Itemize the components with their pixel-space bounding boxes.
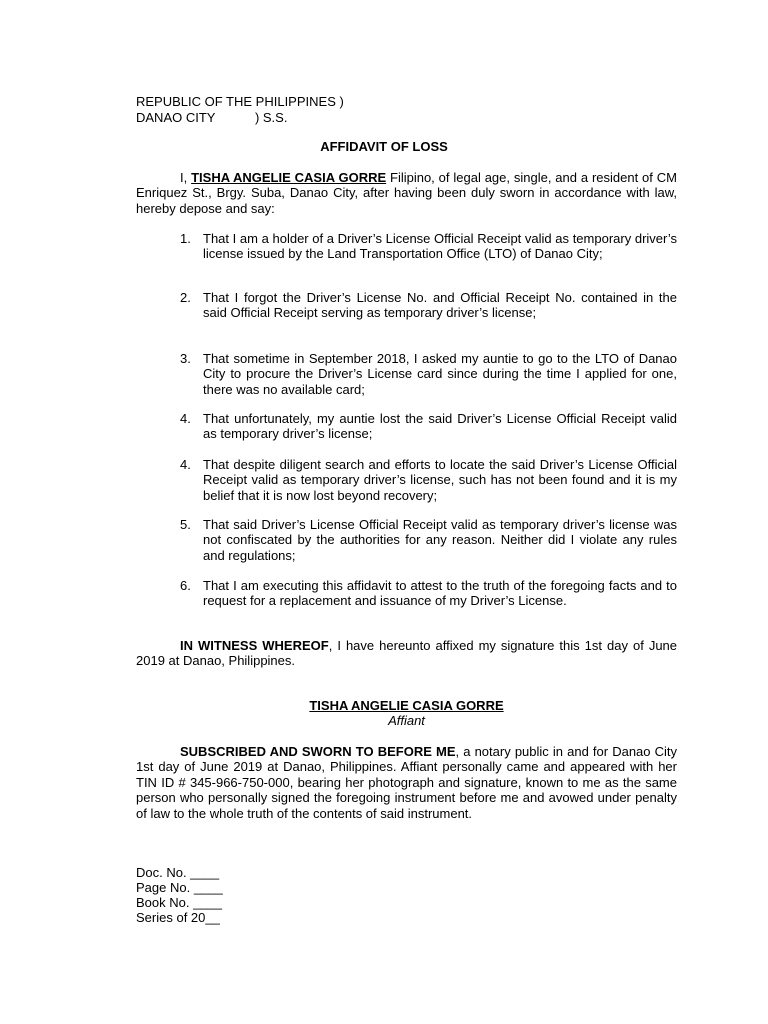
list-item (180, 578, 677, 609)
item-text: That despite diligent search and efforts to locate the said Driver’s License Official Receipt valid as temporary driver’s license, such has not been found and it is my belief that it is now lost beyond recovery; (203, 457, 677, 503)
list-item (180, 351, 677, 397)
item-text: That I am executing this affidavit to attest to the truth of the foregoing facts and to request for a replacement and issuance of my Driver’s License. (203, 578, 677, 609)
caption-republic: REPUBLIC OF THE PHILIPPINES ) (136, 94, 344, 109)
item-number: 2. (180, 290, 191, 305)
affiant-name-inline: TISHA ANGELIE CASIA GORRE (191, 170, 387, 185)
jurat-text: , a notary public in and for Danao City 1st day of June 2019 at Danao, Philippines. Affiant personally came and appeared with her TIN ID # 345-966-750-000, bearing her photograph and signature, known to me as the same person who personally signed the foregoing instrument before me and avowed under penalty of law to the whole truth of the contents of said instrument. (136, 744, 678, 821)
item-number: 1. (180, 231, 191, 246)
item-number: 3. (180, 351, 191, 366)
list-item (180, 457, 677, 503)
item-text: That said Driver’s License Official Receipt valid as temporary driver’s license was not confiscated by the authorities for any reason. Neither did I violate any rules and regulations; (203, 517, 677, 563)
item-text: That unfortunately, my auntie lost the said Driver’s License Official Receipt valid as temporary driver’s license; (203, 411, 677, 442)
document-title: AFFIDAVIT OF LOSS (320, 139, 448, 154)
item-text: That I am a holder of a Driver’s License Official Receipt valid as temporary driver’s license issued by the Land Transportation Office (LTO) of Danao City; (203, 231, 677, 262)
jurat-lead: SUBSCRIBED AND SWORN TO BEFORE ME (180, 744, 456, 759)
page-number: Page No. ____ (136, 880, 223, 895)
item-number: 4. (180, 411, 191, 426)
book-number: Book No. ____ (136, 895, 223, 910)
list-item (180, 231, 677, 262)
doc-number: Doc. No. ____ (136, 865, 220, 880)
item-number: 4. (180, 457, 191, 472)
jurat-paragraph (136, 744, 677, 821)
intro-text: Filipino, of legal age, single, and a resident of CM Enriquez St., Brgy. Suba, Danao City, after having been duly sworn in accordance with law, hereby depose and say: (136, 170, 677, 216)
series-number: Series of 20__ (136, 910, 220, 925)
caption-danao-city: DANAO CITY ) S.S. (136, 110, 288, 125)
list-item (180, 517, 677, 563)
list-item (180, 290, 677, 321)
item-text: That I forgot the Driver’s License No. and Official Receipt No. contained in the said Official Receipt serving as temporary driver’s license; (203, 290, 677, 321)
intro-prefix: I, (180, 170, 192, 185)
item-number: 5. (180, 517, 191, 532)
item-number: 6. (180, 578, 191, 593)
item-text: That sometime in September 2018, I asked my auntie to go to the LTO of Danao City to procure the Driver’s License card since during the time I applied for one, there was no available card; (203, 351, 677, 397)
witness-lead: IN WITNESS WHEREOF (180, 638, 329, 653)
intro-paragraph (136, 170, 677, 216)
witness-text: , I have hereunto affixed my signature this 1st day of June 2019 at Danao, Philippines. (136, 638, 678, 669)
list-item (180, 411, 677, 442)
witness-paragraph (136, 638, 677, 669)
affiant-label: Affiant (388, 713, 425, 728)
affiant-signature-name: TISHA ANGELIE CASIA GORRE (309, 698, 504, 713)
